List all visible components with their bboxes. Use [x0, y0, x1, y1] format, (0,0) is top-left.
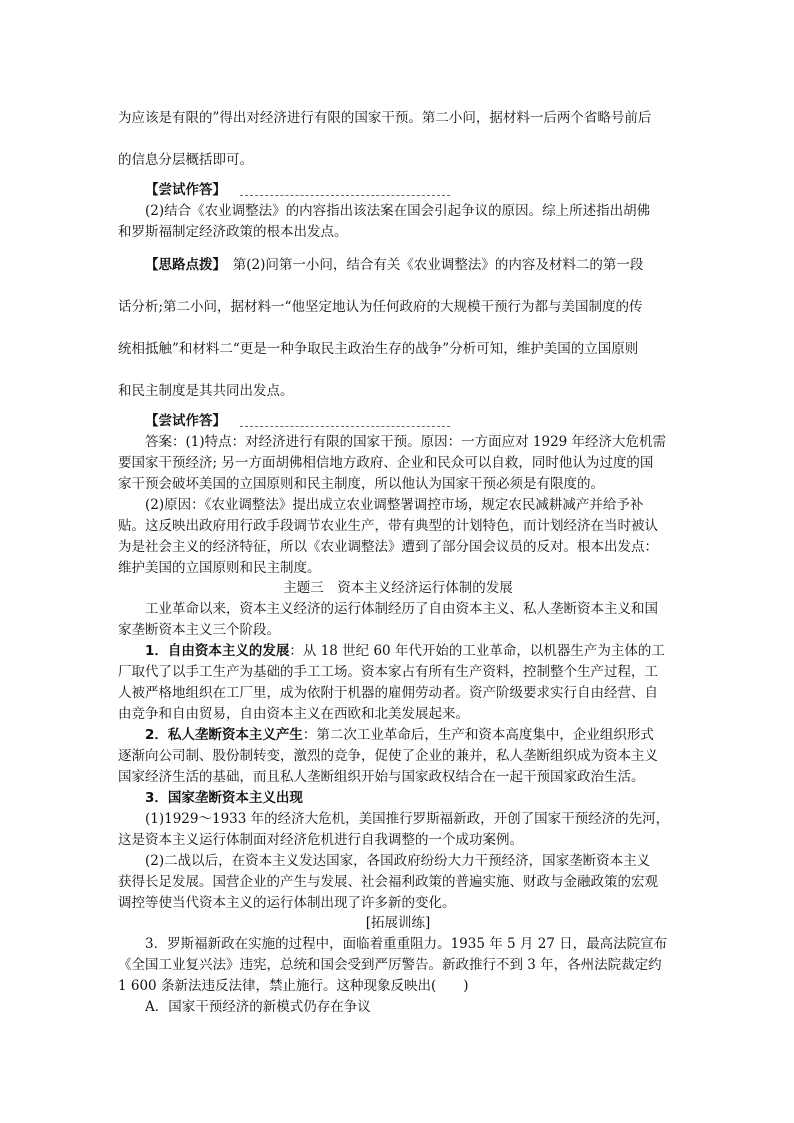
answer-prompt — [145, 411, 678, 431]
text-line: (1)1929～1933 年的经济大危机，美国推行罗斯福新政，开创了国家干预经济的先河， — [145, 811, 670, 827]
text-line: 为是社会主义的经济特征，所以《农业调整法》遭到了部分国会议员的反对。根本出发点： — [118, 539, 658, 555]
text-line: 这是资本主义运行体制面对经济危机进行自我调整的一个成功案例。 — [118, 832, 523, 848]
list-heading: 3．国家垄断资本主义出现 — [145, 790, 303, 806]
text-line: 和民主制度是其共同出发点。 — [118, 383, 294, 399]
text-line: 和罗斯福制定经济政策的根本出发点。 — [118, 224, 348, 240]
text-line: (2)二战以后，在资本主义发达国家，各国政府纷纷大力干预经济，国家垄断资本主义 — [145, 853, 651, 869]
answer-blank[interactable] — [240, 185, 450, 196]
text-line: 统相抵触”和材料二“更是一种争取民主政治生存的战争”分析可知，维护美国的立国原则 — [118, 341, 639, 357]
option-a: A．国家干预经济的新模式仍存在争议 — [145, 999, 371, 1015]
text-line: 话分析;第二小问，据材料一“他坚定地认为任何政府的大规模干预行为都与美国制度的传 — [118, 299, 643, 315]
list-heading: 2．私人垄断资本主义产生 — [145, 727, 303, 743]
hint-line: 【思路点拨】 第(2)问第一小问，结合有关《农业调整法》的内容及材料二的第一段 — [145, 257, 644, 273]
text-line: 获得长足发展。国营企业的产生与发展、社会福利政策的普遍实施、财政与金融政策的宏观 — [118, 874, 658, 890]
text-line: 1．自由资本主义的发展：从 18 世纪 60 年代开始的工业革命，以机器生产为主体的工 — [145, 643, 665, 659]
text-line: 要国家干预经济; 另一方面胡佛相信地方政府、企业和民众可以自救，同时他认为过度的国 — [118, 455, 654, 471]
question-line: 《全国工业复兴法》违宪，总统和国会受到严厉警告。新政推行不到 3 年，各州法院裁定约 — [118, 957, 662, 973]
question-line: 1 600 条新法违反法律，禁止施行。这种现象反映出( ) — [118, 978, 469, 994]
section-heading: 主题三 资本主义经济运行体制的发展 — [283, 580, 513, 596]
question-line: 3．罗斯福新政在实施的过程中，面临着重重阻力。1935 年 5 月 27 日，最高法院宣布 — [145, 936, 668, 952]
answer-label: 【尝试作答】 — [145, 413, 226, 429]
text-line: 答案：(1)特点：对经济进行有限的国家干预。原因：一方面应对 1929 年经济大危机需 — [145, 434, 667, 450]
text-line: 为应该是有限的”得出对经济进行有限的国家干预。第二小问，据材料一后两个省略号前后 — [118, 110, 652, 126]
text-line: 维护美国的立国原则和民主制度。 — [118, 560, 321, 576]
text-line: 国家经济生活的基础，而且私人垄断组织开始与国家政权结合在一起干预国家政治生活。 — [118, 769, 645, 785]
list-heading: 1．自由资本主义的发展 — [145, 643, 290, 659]
text-line — [145, 788, 678, 808]
hint-label: 【思路点拨】 — [145, 257, 220, 273]
answer-label: 【尝试作答】 — [145, 182, 226, 198]
text-line: 2．私人垄断资本主义产生：第二次工业革命后，生产和资本高度集中，企业组织形式 — [145, 727, 654, 743]
text-line: (2)原因：《农业调整法》提出成立农业调整署调控市场，规定农民减耕减产并给予补 — [145, 497, 644, 513]
text-line: 家垄断资本主义三个阶段。 — [118, 622, 280, 638]
text-line: (2)结合《农业调整法》的内容指出该法案在国会引起争议的原因。综上所述指出胡佛 — [145, 203, 651, 219]
answer-prompt — [145, 180, 678, 200]
text-line: 的信息分层概括即可。 — [118, 152, 253, 168]
text-line: 人被严格地组织在工厂里，成为依附于机器的雇佣劳动者。资产阶级要求实行自由经营、自 — [118, 685, 658, 701]
text-line: 贴。这反映出政府用行政手段调节农业生产，带有典型的计划特色，而计划经济在当时被认 — [118, 518, 658, 534]
section-heading: [拓展训练] — [365, 915, 431, 931]
text-line: 调控等使当代资本主义的运行体制出现了许多新的变化。 — [118, 895, 456, 911]
text-line: 工业革命以来，资本主义经济的运行体制经历了自由资本主义、私人垄断资本主义和国 — [145, 601, 658, 617]
answer-blank[interactable] — [240, 416, 450, 427]
text-line: 逐渐向公司制、股份制转变，激烈的竞争，促使了企业的兼并，私人垄断组织成为资本主义 — [118, 748, 658, 764]
text-line: 家干预会破坏美国的立国原则和民主制度，所以他认为国家干预必须是有限度的。 — [118, 476, 604, 492]
text-line: 厂取代了以手工生产为基础的手工工场。资本家占有所有生产资料，控制整个生产过程，工 — [118, 664, 658, 680]
text-line: 由竞争和自由贸易，自由资本主义在西欧和北美发展起来。 — [118, 706, 469, 722]
